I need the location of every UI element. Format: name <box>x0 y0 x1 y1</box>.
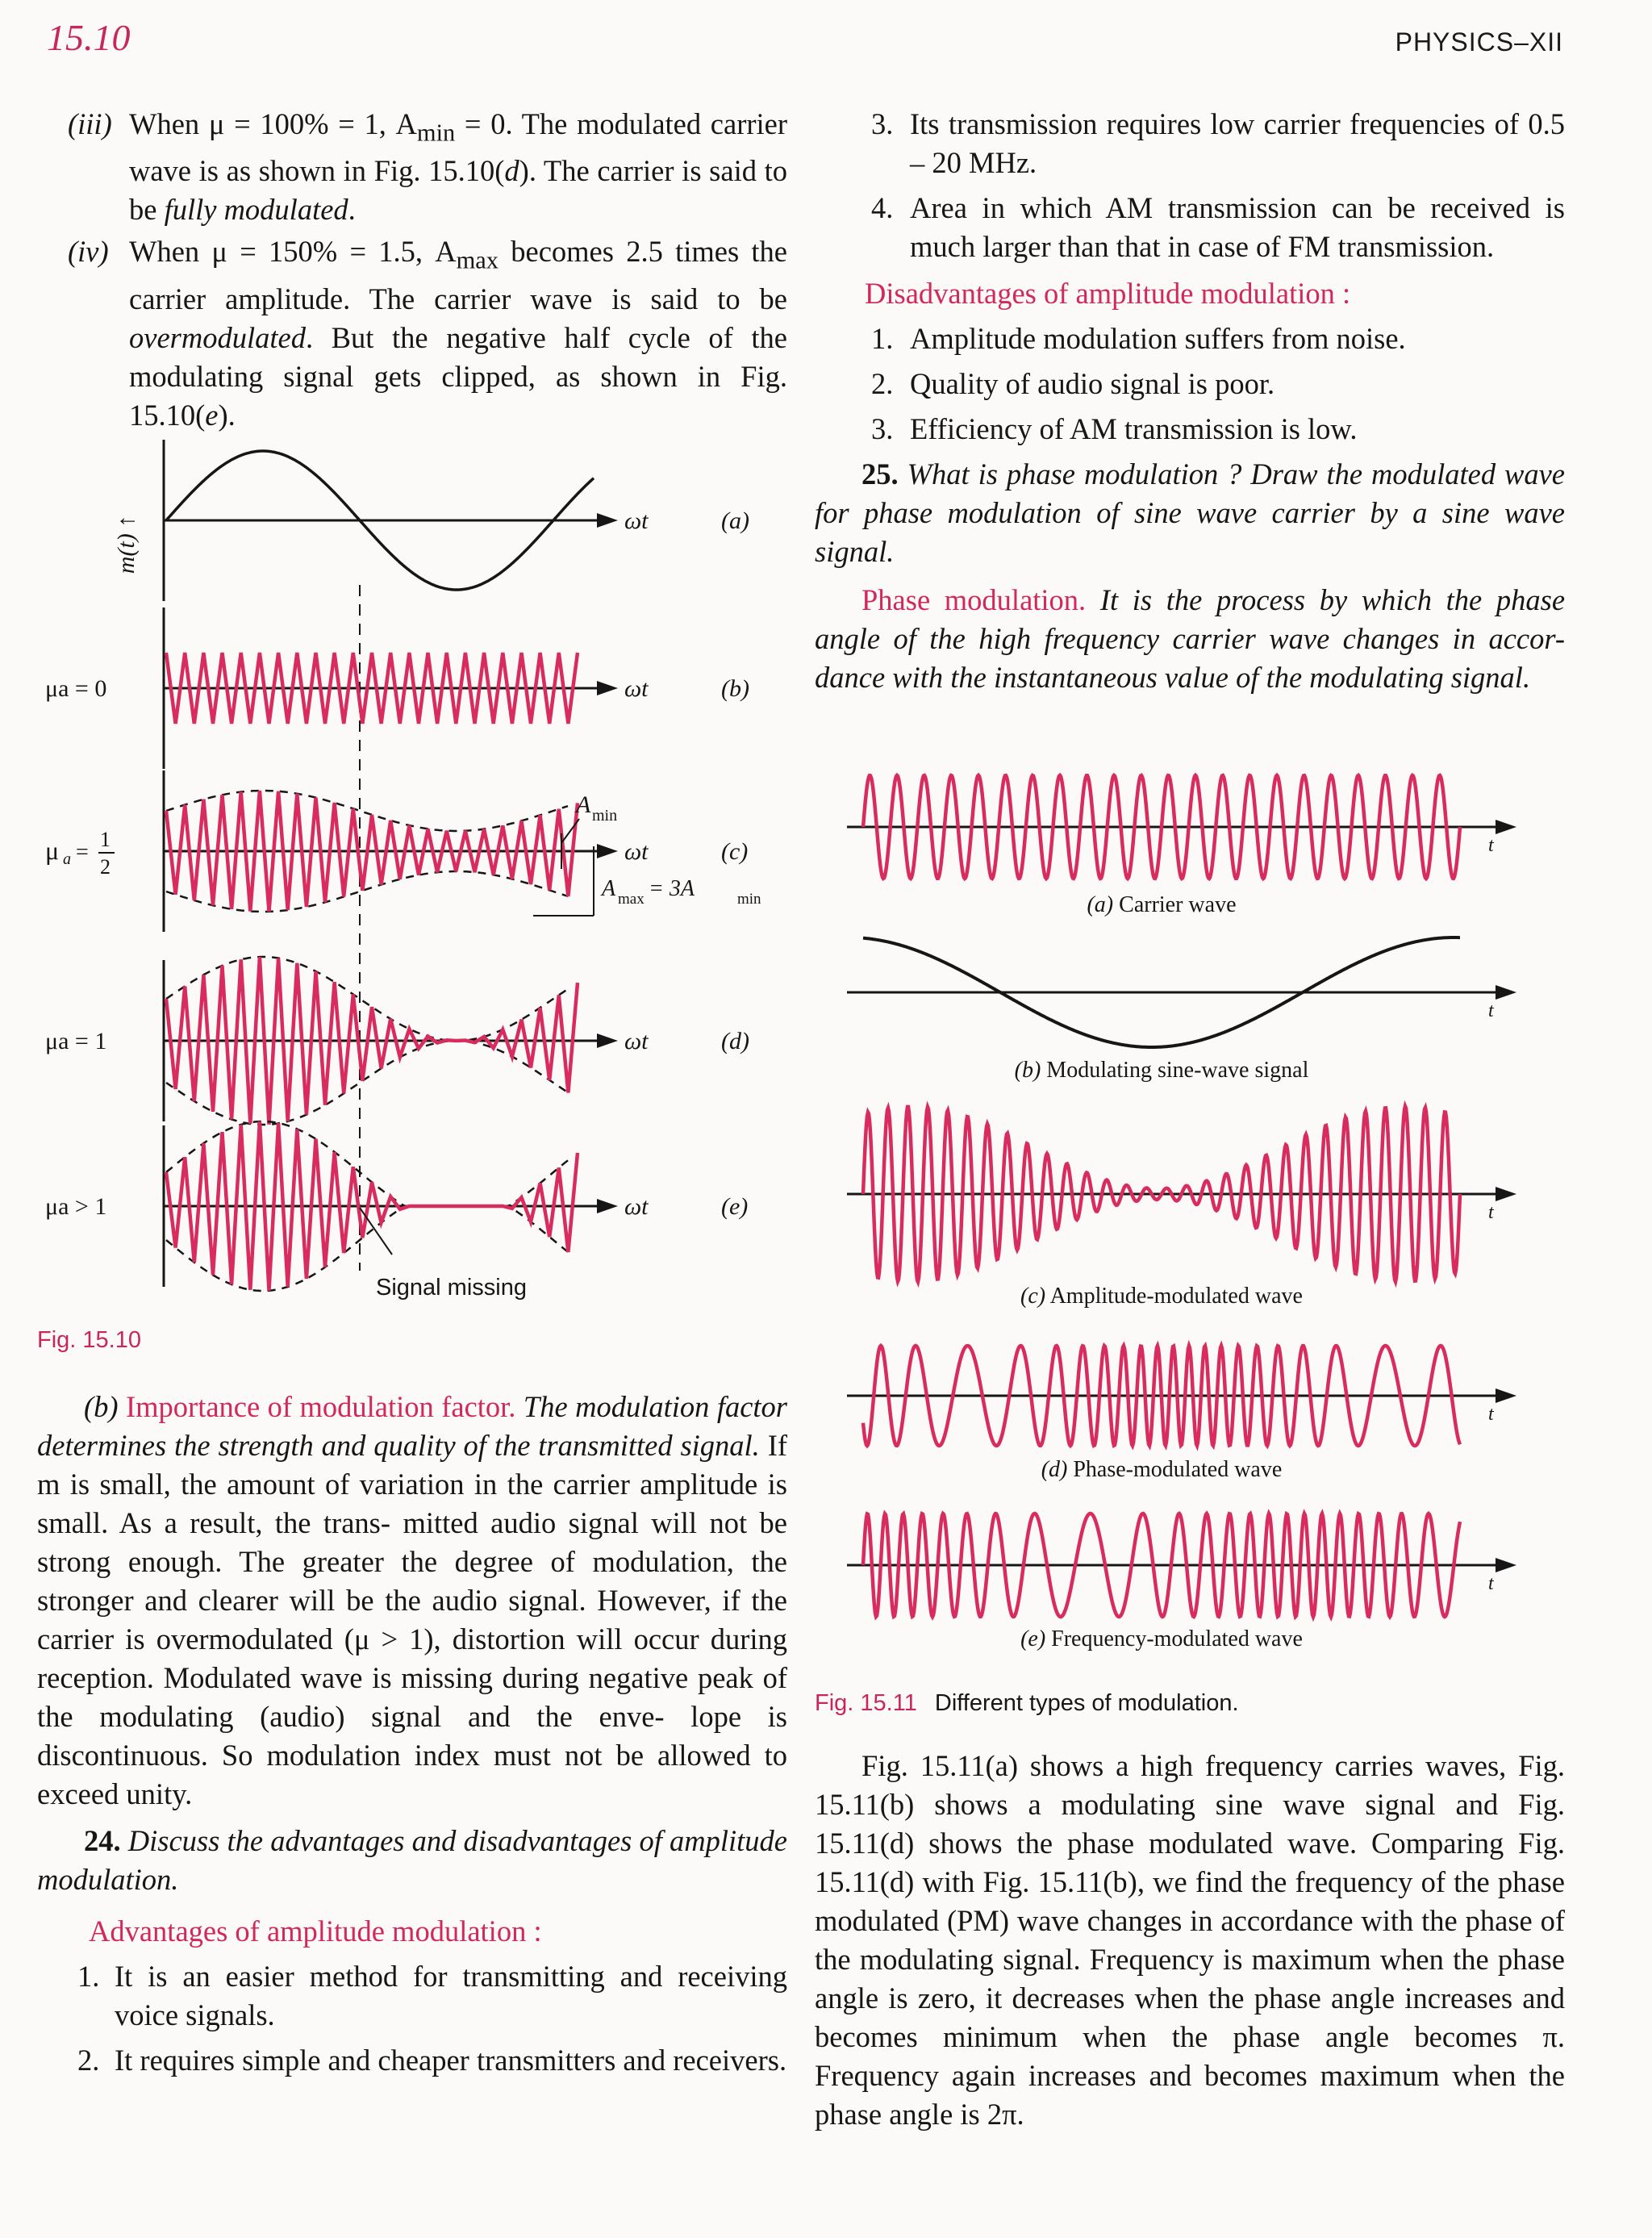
list-item <box>37 2041 787 2080</box>
list-item-text: Amplitude modulation suffers from noise. <box>910 322 1406 355</box>
list-item-text: It requires simple and cheaper transmitters and receivers. <box>115 2044 787 2077</box>
panel-tag: (a) <box>1087 892 1114 917</box>
list-item-text: Efficiency of AM transmission is low. <box>910 412 1358 445</box>
panel-caption <box>1041 1457 1283 1482</box>
list-item-text: It is an easier method for transmitting and receiving voice signals. <box>115 1960 787 2031</box>
right-column <box>815 105 1565 697</box>
axis-label-omega-t: ωt <box>624 1193 649 1220</box>
modulation-index-label: μa = 1 <box>45 1028 107 1054</box>
panel-e <box>847 1514 1516 1651</box>
figure-15-11 <box>815 754 1565 1722</box>
equals-sign: = <box>76 840 89 865</box>
panel-caption <box>1087 892 1236 917</box>
right-column-lower <box>815 1747 1565 2134</box>
list-item-number: 3. <box>871 412 894 445</box>
panel-tag: (d) <box>721 1028 749 1054</box>
phase-modulation-definition: Phase modulation. It is the process by which the phase angle of the high frequency carrier wave changes in accor- dance with the instantaneous value of the modulating signal. <box>815 583 1566 694</box>
panel-a <box>847 775 1516 917</box>
panel-tag: (e) <box>1020 1626 1046 1651</box>
panel-c <box>847 1106 1516 1309</box>
axis-arrowhead <box>1496 985 1516 1000</box>
panel-e <box>45 1121 618 1291</box>
disadvantages-heading: Disadvantages of amplitude modulation : <box>865 277 1351 310</box>
time-axis-label: t <box>1488 835 1494 856</box>
list-item-number: 1. <box>77 1960 100 1993</box>
panel-c <box>45 791 618 912</box>
panel-tag: (e) <box>721 1193 749 1220</box>
axis-arrowhead <box>1496 1187 1516 1201</box>
item-iv <box>37 232 787 434</box>
amax-equation: = 3A <box>649 876 695 901</box>
axis-arrowhead <box>597 844 618 858</box>
advantages-list <box>37 1957 787 2080</box>
fraction-denominator: 2 <box>100 855 111 879</box>
left-column-lower <box>37 1388 787 2086</box>
axis-arrowhead <box>597 681 618 695</box>
modulated-wave <box>863 1106 1460 1282</box>
axis-label-omega-t: ωt <box>624 507 649 534</box>
amax-subscript: max <box>618 891 645 908</box>
figure-15-10 <box>37 440 787 1367</box>
list-item-number: 4. <box>871 191 894 224</box>
panel-tag: (c) <box>721 838 749 865</box>
modulation-types-diagram <box>815 754 1565 1690</box>
importance-heading: Importance of modulation factor. <box>126 1390 516 1423</box>
axis-label-omega-t: ωt <box>624 675 649 702</box>
modulation-index-label: μa = 0 <box>45 675 107 702</box>
panel-caption <box>1020 1284 1303 1309</box>
item-body: When μ = 150% = 1.5, $A_{max}$ becomes 2.5 times the carrier amplitude. The carrier wave is said to be overmodulated. But the negative half cycle of the modulating signal gets clipped, as shown in Fig. 15.10(e). <box>129 235 787 432</box>
list-item <box>815 410 1565 449</box>
list-item-text: Quality of audio signal is poor. <box>910 367 1275 400</box>
list-item-text: Area in which AM transmission can be received is much larger than that in case of FM transmission. <box>910 191 1565 263</box>
modulated-wave <box>863 1346 1460 1446</box>
running-head: PHYSICS–XII <box>1395 27 1563 56</box>
list-item <box>815 319 1565 358</box>
axis-arrowhead <box>1496 820 1516 834</box>
list-item <box>37 1957 787 2035</box>
list-item <box>815 365 1565 403</box>
panel-d <box>847 1346 1516 1482</box>
list-item-number: 2. <box>871 367 894 400</box>
axis-label-omega-t: ωt <box>624 838 649 865</box>
panel-tag: (c) <box>1020 1284 1046 1309</box>
item-label: (iii) <box>68 107 112 140</box>
question-25: 25. What is phase modulation ? Draw the modulated wave for phase modulation of sine wave carrier by a sine wave signal. <box>815 457 1566 568</box>
panel-tag: (a) <box>721 507 749 534</box>
axis-arrowhead <box>597 513 618 528</box>
amax-label: A <box>602 876 616 901</box>
panel-label: Modulating sine-wave signal <box>1041 1058 1309 1083</box>
figure-caption: Fig. 15.10 <box>37 1327 141 1353</box>
am-modulation-diagram <box>37 440 787 1367</box>
axis-arrowhead <box>597 1199 618 1213</box>
time-axis-label: t <box>1488 1000 1494 1021</box>
axis-arrowhead <box>1496 1388 1516 1403</box>
panel-label: Phase-modulated wave <box>1067 1457 1283 1482</box>
panel-tag: (b) <box>1014 1058 1041 1083</box>
panel-label: Frequency-modulated wave <box>1045 1626 1303 1651</box>
list-item-number: 3. <box>871 107 894 140</box>
axis-label-omega-t: ωt <box>624 1028 649 1054</box>
panel-d <box>45 957 618 1125</box>
panel-caption <box>1015 1058 1309 1083</box>
panel-a <box>113 451 618 590</box>
fraction-numerator: 1 <box>100 828 111 851</box>
panel-tag: (d) <box>1041 1457 1068 1482</box>
time-axis-label: t <box>1488 1404 1494 1425</box>
axis-arrowhead <box>1496 1558 1516 1572</box>
list-item-text: Its transmission requires low carrier frequencies of 0.5 – 20 MHz. <box>910 107 1565 179</box>
left-column <box>37 105 787 438</box>
list-item <box>815 189 1565 266</box>
question-24: 24. Discuss the advantages and disadvantages of amplitude modulation. <box>37 1824 788 1896</box>
panel-b <box>847 937 1516 1083</box>
figure-caption-num: Fig. 15.11 <box>815 1690 917 1716</box>
figure-caption-text: Different types of modulation. <box>934 1690 1239 1716</box>
item-body: When μ = 100% = 1, $A_{min} = 0$. The modulated carrier wave is as shown in Fig. 15.10(d). The carrier is said to be fully modulated. <box>129 107 788 227</box>
time-axis-label: t <box>1488 1573 1494 1594</box>
signal-missing-label: Signal missing <box>376 1275 527 1301</box>
mu-label: μ <box>45 836 60 865</box>
advantages-list-continued <box>815 105 1565 266</box>
panel-b <box>45 653 618 724</box>
list-item-number: 2. <box>77 2044 100 2077</box>
amin-subscript: min <box>592 807 618 825</box>
item-label: (iv) <box>68 235 109 269</box>
mu-subscript: a <box>63 850 71 868</box>
item-iii <box>37 105 787 229</box>
amax-equation-subscript: min <box>737 891 761 908</box>
panel-tag: (b) <box>721 675 749 702</box>
envelope-lower <box>166 871 568 912</box>
panel-label: Carrier wave <box>1113 892 1237 917</box>
axis-arrowhead <box>597 1033 618 1048</box>
y-axis-label: m(t) ↑ <box>113 515 140 574</box>
advantages-heading: Advantages of amplitude modulation : <box>89 1914 542 1948</box>
list-item <box>815 105 1565 182</box>
disadvantages-list <box>815 319 1565 449</box>
panel-caption <box>1020 1626 1303 1651</box>
list-item-number: 1. <box>871 322 894 355</box>
amin-label: A <box>576 791 591 818</box>
time-axis-label: t <box>1488 1202 1494 1223</box>
importance-paragraph: (b) Importance of modulation factor. The modulation factor determines the strength and quality of the transmitted signal. If m is small, the amount of variation in the carrier amplitude is small. As a result, the trans- mitted audio signal will not be strong enough. The greater the degree of modulation, the stronger and clearer will be the audio signal. However, if the carrier is overmodulated (μ > 1), distortion will occur during reception. Modulated wave is missing during negative peak of the modulating (audio) signal and the enve- lope is discontinuous. So modulation index must not be allowed to exceed unity. <box>37 1390 788 1810</box>
closing-paragraph: Fig. 15.11(a) shows a high frequency carries waves, Fig. 15.11(b) shows a modulating sine wave signal and Fig. 15.11(d) shows the phase modulated wave. Comparing Fig. 15.11(d) with Fig. 15.11(b), we find the frequency of the phase modulated (PM) wave changes in accordance with the phase of the modulating signal. Frequency is maximum when the phase angle is zero, it decreases when the phase angle increases and becomes minimum when the phase angle becomes π. Frequency again increases and becomes maximum when the phase angle is 2π. <box>815 1749 1565 2131</box>
panel-label: Amplitude-modulated wave <box>1045 1284 1303 1309</box>
modulation-index-label: μa > 1 <box>45 1193 107 1220</box>
page-number: 15.10 <box>47 17 131 58</box>
